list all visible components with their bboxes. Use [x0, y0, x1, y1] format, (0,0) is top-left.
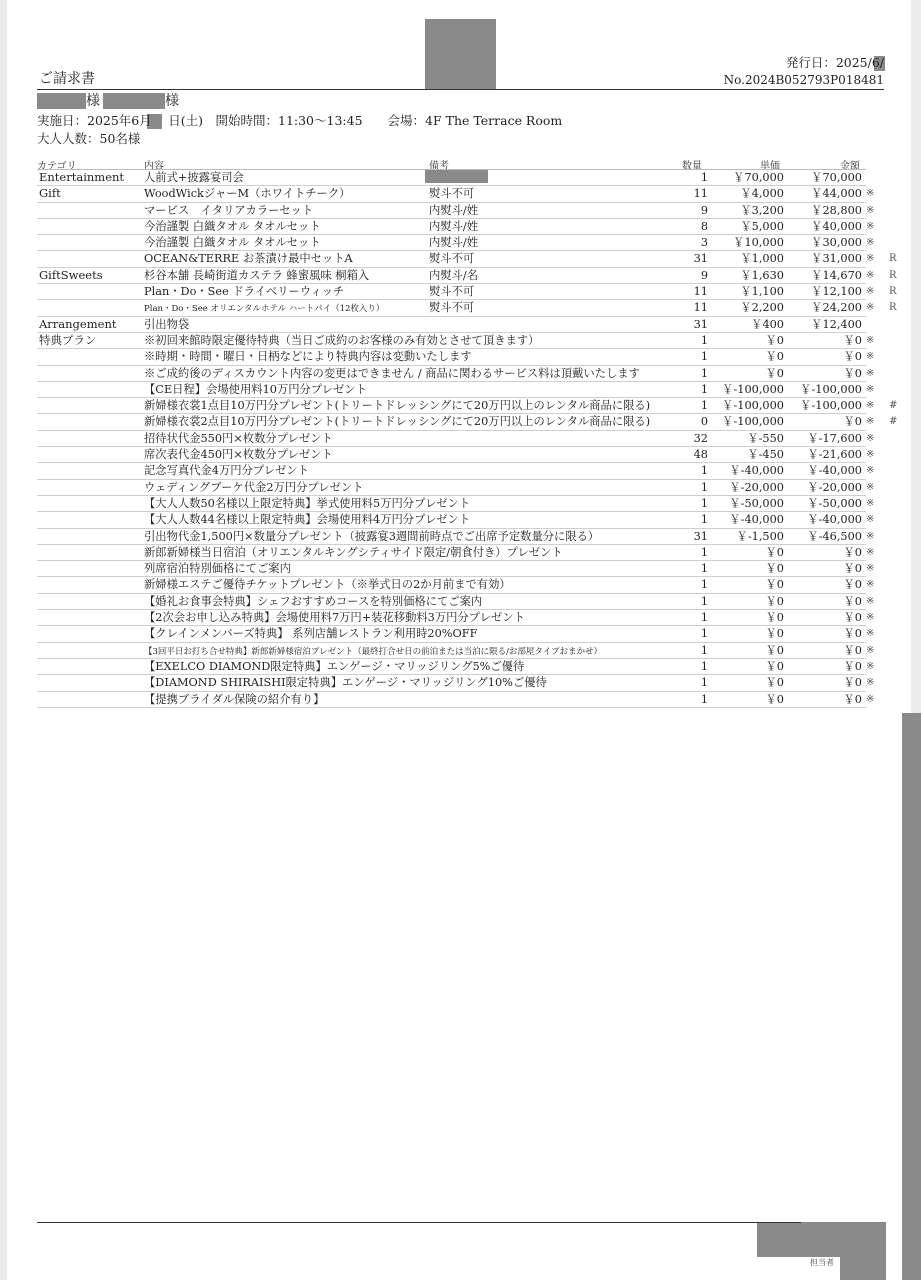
table-row: [37, 692, 875, 708]
table-row: [37, 545, 875, 561]
amount-cell: ￥0: [843, 659, 862, 673]
tax-mark: ※: [866, 660, 875, 672]
tax-mark: ※: [866, 693, 875, 705]
price-cell: ￥-450: [747, 448, 784, 462]
header-price: 単価: [760, 161, 780, 172]
price-cell: ￥400: [751, 317, 784, 331]
qty-cell: 3: [700, 236, 708, 250]
category-cell: 特典プラン: [39, 332, 97, 347]
tax-mark: ※: [866, 367, 875, 379]
qty-cell: 9: [700, 203, 708, 217]
qty-cell: 1: [700, 333, 708, 347]
qty-cell: 31: [693, 252, 708, 266]
tax-mark: ※: [866, 253, 875, 265]
amount-cell: ￥14,670: [811, 268, 862, 282]
price-cell: ￥-550: [747, 431, 784, 445]
qty-cell: 1: [700, 496, 708, 510]
amount-cell: ￥12,400: [811, 317, 862, 331]
tax-mark: ※: [866, 612, 875, 624]
amount-cell: ￥-40,000: [807, 464, 862, 478]
qty-cell: 1: [700, 594, 708, 608]
table-row: [37, 512, 875, 528]
qty-cell: 1: [700, 545, 708, 559]
item-cell: ※ご成約後のディスカウント内容の変更はできません / 商品に関わるサービス料は頂戴いたします: [144, 366, 640, 380]
table-row: [37, 169, 866, 186]
amount-cell: ￥0: [843, 415, 862, 429]
redacted-guest-name-2: [103, 93, 165, 109]
amount-cell: ￥0: [843, 611, 862, 625]
price-cell: ￥70,000: [733, 171, 784, 184]
qty-cell: 1: [700, 562, 708, 576]
tax-mark: ※: [866, 416, 875, 428]
price-cell: ￥1,100: [740, 285, 784, 299]
price-cell: ￥-40,000: [729, 513, 784, 527]
item-cell: 新婦様衣裳2点目10万円分プレゼント(トリートドレッシングにて20万円以上のレンタル商品に限る): [144, 415, 651, 429]
footer-divider: [37, 1222, 801, 1223]
tax-mark: ※: [866, 579, 875, 591]
qty-cell: 11: [693, 301, 708, 315]
price-cell: ￥0: [765, 350, 784, 364]
line-items-table: [37, 169, 898, 708]
redacted-margin-bar: [902, 713, 921, 1280]
qty-cell: 1: [700, 611, 708, 625]
price-cell: ￥1,000: [740, 252, 784, 266]
adult-count: 大人人数：50名様: [37, 131, 141, 146]
price-cell: ￥-100,000: [722, 399, 784, 413]
qty-cell: 1: [700, 171, 708, 184]
table-row: [37, 529, 875, 545]
table-row: [37, 414, 898, 430]
item-cell: 【クレインメンバーズ特典】 系列店舗レストラン利用時20%OFF: [144, 627, 478, 641]
tax-mark: ※: [866, 432, 875, 444]
tax-mark: ※: [866, 220, 875, 232]
flag-mark: #: [889, 416, 898, 428]
tax-mark: ※: [866, 514, 875, 526]
header-item: 内容: [144, 161, 164, 172]
category-cell: Entertainment: [39, 170, 125, 184]
tax-mark: ※: [866, 644, 875, 656]
tax-mark: ※: [866, 334, 875, 346]
qty-cell: 1: [700, 643, 708, 657]
qty-cell: 0: [700, 415, 708, 429]
redacted-logo: [425, 19, 496, 89]
item-cell: 列席宿泊特別価格にてご案内: [144, 562, 291, 576]
price-cell: ￥-50,000: [729, 496, 784, 510]
amount-cell: ￥31,000: [811, 252, 862, 266]
guest-honorific-2: 様: [165, 93, 179, 109]
item-cell: 記念写真代金4万円分プレゼント: [144, 464, 309, 478]
item-cell: 招待状代金550円×枚数分プレゼント: [144, 431, 333, 445]
redacted-staff-name: [757, 1222, 886, 1257]
note-cell: 熨斗不可: [429, 285, 475, 299]
table-row: [37, 463, 875, 479]
qty-cell: 1: [700, 464, 708, 478]
qty-cell: 31: [693, 529, 708, 543]
price-cell: ￥0: [765, 643, 784, 657]
amount-cell: ￥24,200: [811, 301, 862, 315]
qty-cell: 1: [700, 350, 708, 364]
note-cell: 内熨斗/姓: [429, 236, 478, 250]
tax-mark: ※: [866, 449, 875, 461]
table-row: [37, 675, 875, 691]
item-cell: 【3回平日お打ち合せ特典】新郎新婦様宿泊プレゼント（最終打合せ日の前泊または当泊に限る/お部屋タイプおまかせ）: [144, 646, 603, 657]
amount-cell: ￥44,000: [811, 187, 862, 201]
qty-cell: 32: [693, 431, 708, 445]
table-row: [37, 382, 875, 398]
table-row: [37, 203, 875, 219]
item-cell: 杉谷本舗 長崎街道カステラ 蜂蜜風味 桐箱入: [144, 268, 370, 282]
price-cell: ￥-40,000: [729, 464, 784, 478]
price-cell: ￥-100,000: [722, 382, 784, 396]
table-row: [37, 349, 875, 365]
tax-mark: ※: [866, 497, 875, 509]
tax-mark: ※: [866, 481, 875, 493]
flag-mark: R: [889, 302, 897, 314]
qty-cell: 8: [700, 219, 708, 233]
qty-cell: 11: [693, 285, 708, 299]
header-amount: 金額: [840, 161, 860, 172]
qty-cell: 1: [700, 692, 708, 706]
qty-cell: 1: [700, 578, 708, 592]
price-cell: ￥0: [765, 366, 784, 380]
price-cell: ￥10,000: [733, 236, 784, 250]
note-cell: 熨斗不可: [429, 301, 475, 315]
issue-date: 発行日：2025/6/: [785, 55, 884, 70]
price-cell: ￥0: [765, 627, 784, 641]
amount-cell: ￥-100,000: [800, 382, 862, 396]
item-cell: 席次表代金450円×枚数分プレゼント: [144, 448, 333, 462]
price-cell: ￥-20,000: [729, 480, 784, 494]
amount-cell: ￥12,100: [811, 285, 862, 299]
qty-cell: 1: [700, 627, 708, 641]
amount-cell: ￥0: [843, 545, 862, 559]
table-row: [37, 300, 897, 316]
note-cell: 内熨斗/姓: [429, 219, 478, 233]
item-cell: マービス イタリアカラーセット: [144, 203, 314, 217]
item-cell: 【2次会お申し込み特典】会場使用料7万円+装花移動料3万円分プレゼント: [144, 611, 525, 625]
table-row: [37, 186, 875, 202]
item-cell: 新婦様エステご優待チケットプレゼント（※挙式日の2か月前まで有効）: [144, 578, 511, 592]
qty-cell: 1: [700, 382, 708, 396]
item-cell: 新婦様衣裳1点目10万円分プレゼント(トリートドレッシングにて20万円以上のレンタル商品に限る): [144, 399, 651, 413]
qty-cell: 1: [700, 659, 708, 673]
price-cell: ￥0: [765, 611, 784, 625]
redacted-guest-name-1: [37, 93, 86, 109]
price-cell: ￥0: [765, 545, 784, 559]
item-cell: 今治謹製 白織タオル タオルセット: [144, 236, 321, 250]
item-cell: WoodWickジャーM（ホワイトチーク）: [144, 187, 351, 201]
tax-mark: ※: [866, 302, 875, 314]
price-cell: ￥0: [765, 578, 784, 592]
item-cell: 【DIAMOND SHIRAISHI限定特典】エンゲージ・マリッジリング10%ご優待: [144, 676, 547, 690]
qty-cell: 1: [700, 480, 708, 494]
amount-cell: ￥-20,000: [807, 480, 862, 494]
amount-cell: ￥-46,500: [807, 529, 862, 543]
document-number: No.2024B052793P018481: [723, 73, 884, 87]
amount-cell: ￥0: [843, 333, 862, 347]
qty-cell: 11: [693, 187, 708, 201]
amount-cell: ￥70,000: [811, 171, 862, 184]
flag-mark: R: [889, 269, 897, 281]
price-cell: ￥0: [765, 333, 784, 347]
table-row: [37, 577, 875, 593]
tax-mark: ※: [866, 546, 875, 558]
header-category: カテゴリ: [37, 161, 77, 172]
item-cell: Plan・Do・See ドライベリーウィッチ: [144, 285, 345, 299]
amount-cell: ￥-50,000: [807, 496, 862, 510]
item-cell: 【大人人数50名様以上限定特典】挙式使用料5万円分プレゼント: [144, 496, 471, 510]
qty-cell: 31: [693, 317, 708, 331]
tax-mark: ※: [866, 286, 875, 298]
amount-cell: ￥-17,600: [807, 431, 862, 445]
table-row: [37, 610, 875, 626]
amount-cell: ￥28,800: [811, 203, 862, 217]
item-cell: ※初回来館時限定優待特典（当日ご成約のお客様のみ有効とさせて頂きます）: [144, 333, 540, 347]
header-qty: 数量: [682, 161, 702, 172]
qty-cell: 9: [700, 268, 708, 282]
amount-cell: ￥0: [843, 643, 862, 657]
item-cell: OCEAN&TERRE お茶漬け最中セットA: [144, 252, 353, 266]
price-cell: ￥-1,500: [736, 529, 784, 543]
item-cell: 新郎新婦様当日宿泊（オリエンタルキングシティサイド限定/朝食付き）プレゼント: [144, 545, 563, 559]
tax-mark: ※: [866, 465, 875, 477]
table-row: [37, 659, 875, 675]
tax-mark: ※: [866, 351, 875, 363]
table-row: [37, 284, 897, 300]
table-row: [37, 431, 875, 447]
qty-cell: 1: [700, 513, 708, 527]
price-cell: ￥4,000: [740, 187, 784, 201]
amount-cell: ￥0: [843, 366, 862, 380]
price-cell: ￥0: [765, 676, 784, 690]
note-cell: 内熨斗/名: [429, 268, 478, 282]
qty-cell: 48: [693, 448, 708, 462]
event-details: 実施日：2025年6月 日(土) 開始時間：11:30～13:45 会場：4F The Terrace Room: [37, 113, 563, 128]
tax-mark: ※: [866, 237, 875, 249]
tax-mark: ※: [866, 628, 875, 640]
table-row: [37, 251, 897, 267]
item-cell: ウェディングブーケ代金2万円分プレゼント: [144, 480, 364, 494]
staff-label: 担当者: [810, 1258, 834, 1267]
amount-cell: ￥-100,000: [800, 399, 862, 413]
price-cell: ￥5,000: [740, 219, 784, 233]
amount-cell: ￥0: [843, 562, 862, 576]
flag-mark: R: [889, 286, 897, 298]
table-row: [37, 594, 875, 610]
item-cell: 【大人人数44名様以上限定特典】会場使用料4万円分プレゼント: [144, 513, 471, 527]
item-cell: ※時期・時間・曜日・日柄などにより特典内容は変動いたします: [144, 350, 472, 364]
tax-mark: ※: [866, 563, 875, 575]
note-cell: 熨斗不可: [429, 252, 475, 266]
qty-cell: 1: [700, 399, 708, 413]
tax-mark: ※: [866, 383, 875, 395]
note-cell: 熨斗不可: [429, 187, 475, 201]
table-row: [37, 643, 875, 659]
item-cell: 【提携ブライダル保険の紹介有り】: [144, 692, 325, 706]
redacted-staff-signature: [840, 1256, 886, 1280]
qty-cell: 1: [700, 366, 708, 380]
item-cell: 今治謹製 白織タオル タオルセット: [144, 219, 321, 233]
tax-mark: ※: [866, 530, 875, 542]
item-cell: 【婚礼お食事会特典】シェフおすすめコースを特別価格にてご案内: [144, 594, 483, 608]
item-cell: 【EXELCO DIAMOND限定特典】エンゲージ・マリッジリング5%ご優待: [144, 659, 525, 673]
tax-mark: ※: [866, 204, 875, 216]
header-divider: [37, 89, 884, 90]
table-row: [37, 496, 875, 512]
amount-cell: ￥40,000: [811, 219, 862, 233]
amount-cell: ￥30,000: [811, 236, 862, 250]
amount-cell: ￥0: [843, 692, 862, 706]
amount-cell: ￥0: [843, 676, 862, 690]
amount-cell: ￥0: [843, 594, 862, 608]
category-cell: Arrangement: [39, 316, 117, 331]
table-row: [37, 317, 866, 333]
table-row: [37, 447, 875, 463]
table-row: [37, 332, 875, 349]
price-cell: ￥0: [765, 692, 784, 706]
table-row: [37, 398, 898, 414]
tax-mark: ※: [866, 188, 875, 200]
table-row: [37, 267, 897, 284]
table-row: [37, 626, 875, 642]
item-cell: 引出物代金1,500円×数量分プレゼント（披露宴3週間前時点でご出席予定数量分に限る）: [144, 529, 600, 543]
note-cell: 内熨斗/姓: [429, 203, 478, 217]
category-cell: Gift: [39, 186, 61, 201]
price-cell: ￥2,200: [740, 301, 784, 315]
amount-cell: ￥-21,600: [807, 448, 862, 462]
tax-mark: ※: [866, 269, 875, 281]
flag-mark: R: [889, 253, 897, 265]
item-cell: Plan・Do・See オリエンタルホテル ハートパイ（12枚入り）: [144, 304, 385, 315]
table-row: [37, 366, 875, 382]
price-cell: ￥3,200: [740, 203, 784, 217]
amount-cell: ￥0: [843, 350, 862, 364]
price-cell: ￥-100,000: [722, 415, 784, 429]
tax-mark: ※: [866, 595, 875, 607]
table-row: [37, 235, 875, 251]
item-cell: 人前式+披露宴司会: [144, 171, 244, 184]
flag-mark: #: [889, 400, 898, 412]
item-cell: 引出物袋: [144, 317, 190, 331]
price-cell: ￥0: [765, 659, 784, 673]
guest-honorific-1: 様: [86, 93, 100, 109]
amount-cell: ￥0: [843, 578, 862, 592]
document-title: ご請求書: [39, 71, 95, 87]
table-row: [37, 480, 875, 496]
tax-mark: ※: [866, 400, 875, 412]
price-cell: ￥1,630: [740, 268, 784, 282]
price-cell: ￥0: [765, 594, 784, 608]
tax-mark: ※: [866, 677, 875, 689]
qty-cell: 1: [700, 676, 708, 690]
category-cell: GiftSweets: [39, 267, 103, 282]
header-note: 備考: [429, 161, 449, 172]
item-cell: 【CE日程】会場使用料10万円分プレゼント: [144, 382, 367, 396]
table-row: [37, 219, 875, 235]
amount-cell: ￥0: [843, 627, 862, 641]
amount-cell: ￥-40,000: [807, 513, 862, 527]
price-cell: ￥0: [765, 562, 784, 576]
table-row: [37, 561, 875, 577]
